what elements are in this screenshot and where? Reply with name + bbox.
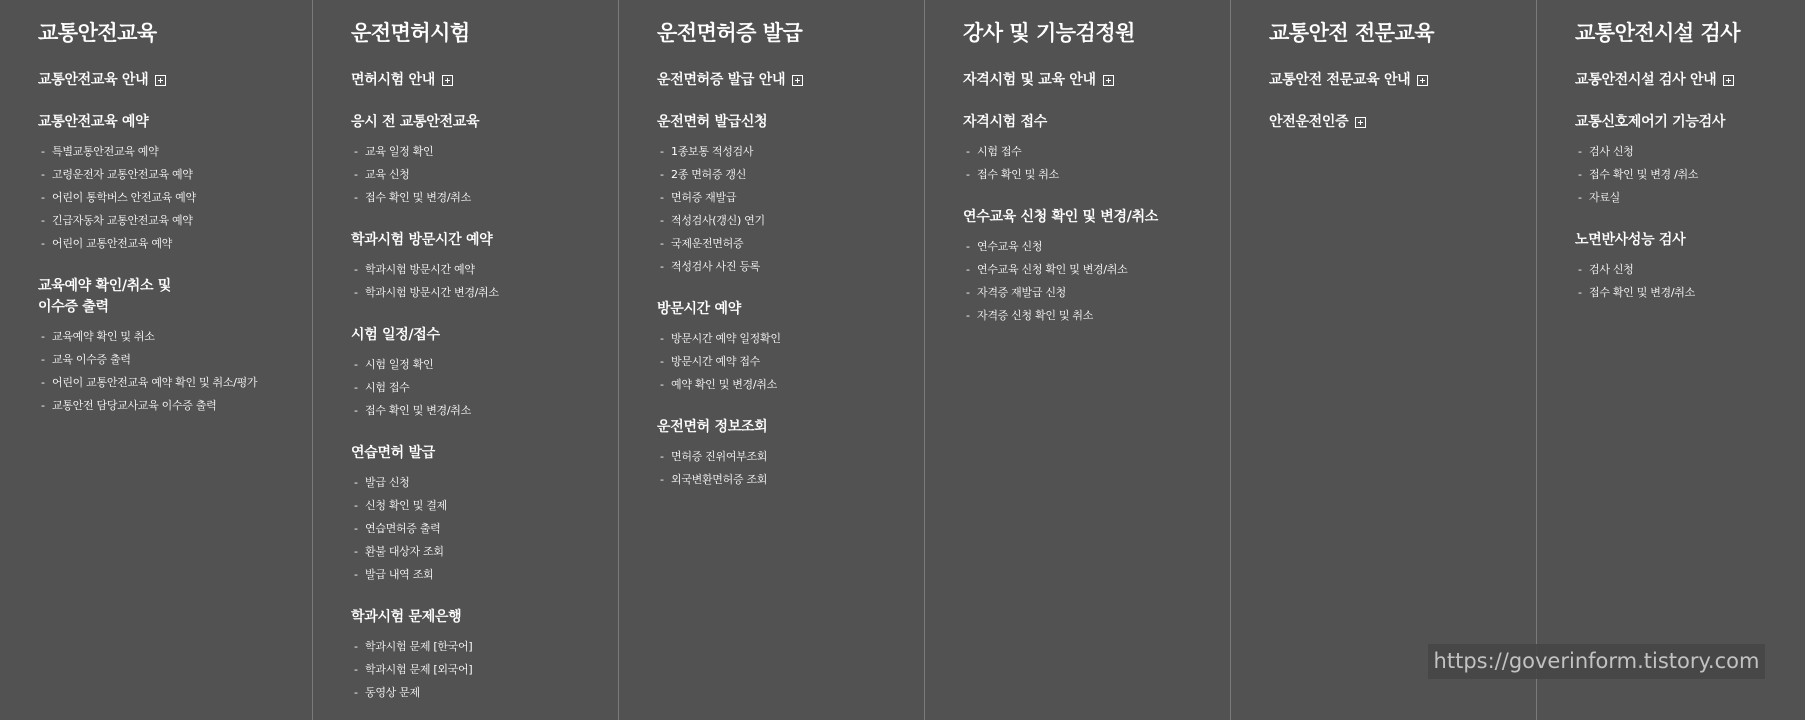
section-title-label: 연습면허 발급 — [351, 445, 435, 461]
plus-box-icon[interactable] — [792, 75, 803, 86]
section-title-label: 안전운전인증 — [1269, 114, 1349, 130]
menu-column — [619, 0, 925, 720]
menu-section — [351, 607, 598, 704]
submenu-link[interactable]: - 교육 이수증 출력 — [41, 348, 292, 371]
watermark: https://goverinform.tistory.com — [1428, 644, 1765, 679]
section-title-link[interactable] — [351, 70, 598, 91]
section-title-label: 방문시간 예약 — [657, 301, 741, 317]
column-title[interactable]: 교통안전 전문교육 — [1269, 21, 1435, 45]
section-title-label: 면허시험 안내 — [351, 72, 435, 88]
submenu-link[interactable]: - 시험 접수 — [354, 376, 598, 399]
section-title-label: 자격시험 및 교육 안내 — [963, 72, 1096, 88]
menu-column — [0, 0, 313, 720]
plus-box-icon[interactable] — [1723, 75, 1734, 86]
submenu-list — [351, 353, 598, 422]
section-title-link[interactable] — [1269, 112, 1516, 133]
submenu-list — [963, 140, 1210, 186]
section-title-link[interactable] — [351, 230, 598, 251]
submenu-link[interactable]: - 접수 확인 및 변경 /취소 — [1578, 163, 1785, 186]
submenu-list — [38, 140, 292, 255]
plus-box-icon[interactable] — [1103, 75, 1114, 86]
column-title[interactable]: 운전면허시험 — [351, 21, 470, 45]
column-title[interactable]: 교통안전시설 검사 — [1575, 21, 1741, 45]
section-title-link[interactable] — [657, 299, 904, 320]
menu-section — [1575, 70, 1785, 91]
menu-section — [963, 70, 1210, 91]
plus-box-icon[interactable] — [1417, 75, 1428, 86]
submenu-list — [1575, 140, 1785, 209]
menu-section — [657, 299, 904, 396]
submenu-link[interactable]: - 긴급자동차 교통안전교육 예약 — [41, 209, 292, 232]
submenu-list — [657, 445, 904, 491]
submenu-link[interactable]: - 자료실 — [1578, 186, 1785, 209]
section-title-label: 학과시험 문제은행 — [351, 609, 462, 625]
submenu-link[interactable]: - 교통안전 담당교사교육 이수증 출력 — [41, 394, 292, 417]
section-title-label: 노면반사성능 검사 — [1575, 232, 1686, 248]
column-title[interactable]: 운전면허증 발급 — [657, 21, 803, 45]
section-title-label: 응시 전 교통안전교육 — [351, 114, 480, 130]
plus-box-icon[interactable] — [1355, 117, 1366, 128]
submenu-list — [351, 140, 598, 209]
section-title-label: 교통안전 전문교육 안내 — [1269, 72, 1411, 88]
submenu-link[interactable]: - 교육 일정 확인 — [354, 140, 598, 163]
menu-column — [313, 0, 619, 720]
submenu-link[interactable]: - 예약 확인 및 변경/취소 — [660, 373, 904, 396]
menu-column — [1537, 0, 1805, 720]
submenu-link[interactable]: - 접수 확인 및 변경/취소 — [354, 186, 598, 209]
submenu-link[interactable]: - 연수교육 신청 확인 및 변경/취소 — [966, 258, 1210, 281]
menu-column — [925, 0, 1231, 720]
submenu-list — [351, 258, 598, 304]
section-title-link[interactable] — [38, 276, 292, 318]
section-title-label: 운전면허 정보조회 — [657, 419, 768, 435]
submenu-link[interactable]: - 환불 대상자 조회 — [354, 540, 598, 563]
section-title-link[interactable] — [1575, 70, 1785, 91]
submenu-link[interactable]: - 고령운전자 교통안전교육 예약 — [41, 163, 292, 186]
submenu-link[interactable]: - 발급 내역 조회 — [354, 563, 598, 586]
submenu-link[interactable]: - 교육예약 확인 및 취소 — [41, 325, 292, 348]
submenu-link[interactable]: - 시험 일정 확인 — [354, 353, 598, 376]
menu-section — [38, 112, 292, 255]
submenu-link[interactable]: - 연수교육 신청 — [966, 235, 1210, 258]
section-title-link[interactable] — [351, 112, 598, 133]
submenu-link[interactable]: - 국제운전면허증 — [660, 232, 904, 255]
submenu-link[interactable]: - 방문시간 예약 접수 — [660, 350, 904, 373]
section-title-link[interactable] — [963, 70, 1210, 91]
menu-section — [351, 325, 598, 422]
section-title-label: 교통신호제어기 기능검사 — [1575, 114, 1726, 130]
section-title-link[interactable] — [963, 207, 1210, 228]
menu-section — [963, 112, 1210, 186]
plus-box-icon[interactable] — [155, 75, 166, 86]
submenu-link[interactable]: - 자격증 재발급 신청 — [966, 281, 1210, 304]
submenu-link[interactable]: - 외국변환면허증 조회 — [660, 468, 904, 491]
submenu-link[interactable]: - 특별교통안전교육 예약 — [41, 140, 292, 163]
submenu-link[interactable]: - 방문시간 예약 일정확인 — [660, 327, 904, 350]
submenu-link[interactable]: - 학과시험 문제 [외국어] — [354, 658, 598, 681]
submenu-link[interactable]: - 학과시험 방문시간 변경/취소 — [354, 281, 598, 304]
submenu-link[interactable]: - 자격증 신청 확인 및 취소 — [966, 304, 1210, 327]
submenu-link[interactable]: - 접수 확인 및 변경/취소 — [1578, 281, 1785, 304]
submenu-list — [1575, 258, 1785, 304]
section-title-link[interactable] — [351, 325, 598, 346]
menu-section — [38, 276, 292, 417]
submenu-list — [351, 471, 598, 586]
submenu-link[interactable]: - 어린이 교통안전교육 예약 — [41, 232, 292, 255]
section-title-label: 교통안전시설 검사 안내 — [1575, 72, 1717, 88]
submenu-link[interactable]: - 검사 신청 — [1578, 140, 1785, 163]
submenu-link[interactable]: - 어린이 통학버스 안전교육 예약 — [41, 186, 292, 209]
section-title-label: 시험 일정/접수 — [351, 327, 440, 343]
submenu-link[interactable]: - 면허증 진위여부조회 — [660, 445, 904, 468]
submenu-link[interactable]: - 적성검사 사진 등록 — [660, 255, 904, 278]
submenu-link[interactable]: - 1종보통 적성검사 — [660, 140, 904, 163]
menu-column — [1231, 0, 1537, 720]
section-title-label: 교육예약 확인/취소 및 이수증 출력 — [38, 278, 171, 315]
submenu-link[interactable]: - 면허증 재발급 — [660, 186, 904, 209]
menu-section — [351, 230, 598, 304]
submenu-link[interactable]: - 학과시험 문제 [한국어] — [354, 635, 598, 658]
submenu-link[interactable]: - 시험 접수 — [966, 140, 1210, 163]
section-title-link[interactable] — [1269, 70, 1516, 91]
section-title-label: 학과시험 방문시간 예약 — [351, 232, 493, 248]
section-title-link[interactable] — [657, 417, 904, 438]
section-title-link[interactable] — [351, 607, 598, 628]
menu-section — [963, 207, 1210, 327]
section-title-link[interactable] — [1575, 230, 1785, 251]
submenu-link[interactable]: - 발급 신청 — [354, 471, 598, 494]
menu-section — [657, 70, 904, 91]
section-title-link[interactable] — [657, 70, 904, 91]
menu-section — [351, 70, 598, 91]
column-title[interactable]: 교통안전교육 — [38, 21, 157, 45]
menu-section — [1575, 230, 1785, 304]
submenu-link[interactable]: - 접수 확인 및 변경/취소 — [354, 399, 598, 422]
menu-section — [657, 417, 904, 491]
submenu-link[interactable]: - 신청 확인 및 결제 — [354, 494, 598, 517]
menu-section — [1575, 112, 1785, 209]
section-title-link[interactable] — [1575, 112, 1785, 133]
submenu-link[interactable]: - 연습면허증 출력 — [354, 517, 598, 540]
menu-section — [1269, 112, 1516, 133]
submenu-list — [351, 635, 598, 704]
submenu-link[interactable]: - 어린이 교통안전교육 예약 확인 및 취소/평가 — [41, 371, 292, 394]
submenu-link[interactable]: - 2종 면허증 갱신 — [660, 163, 904, 186]
submenu-list — [657, 327, 904, 396]
submenu-link[interactable]: - 학과시험 방문시간 예약 — [354, 258, 598, 281]
submenu-list — [38, 325, 292, 417]
section-title-link[interactable] — [351, 443, 598, 464]
section-title-label: 교통안전교육 예약 — [38, 114, 149, 130]
section-title-link[interactable] — [38, 70, 292, 91]
section-title-label: 운전면허증 발급 안내 — [657, 72, 786, 88]
submenu-link[interactable]: - 교육 신청 — [354, 163, 598, 186]
section-title-label: 운전면허 발급신청 — [657, 114, 768, 130]
submenu-link[interactable]: - 접수 확인 및 취소 — [966, 163, 1210, 186]
menu-section — [657, 112, 904, 278]
plus-box-icon[interactable] — [442, 75, 453, 86]
column-title[interactable]: 강사 및 기능검정원 — [963, 21, 1135, 45]
menu-section — [351, 112, 598, 209]
submenu-list — [963, 235, 1210, 327]
section-title-label: 연수교육 신청 확인 및 변경/취소 — [963, 209, 1159, 225]
section-title-link[interactable] — [657, 112, 904, 133]
section-title-label: 교통안전교육 안내 — [38, 72, 149, 88]
menu-section — [1269, 70, 1516, 91]
menu-section — [351, 443, 598, 586]
submenu-list — [657, 140, 904, 278]
section-title-link[interactable] — [38, 112, 292, 133]
menu-section — [38, 70, 292, 91]
section-title-label: 자격시험 접수 — [963, 114, 1047, 130]
submenu-link[interactable]: - 동영상 문제 — [354, 681, 598, 704]
submenu-link[interactable]: - 적성검사(갱신) 연기 — [660, 209, 904, 232]
submenu-link[interactable]: - 검사 신청 — [1578, 258, 1785, 281]
section-title-link[interactable] — [963, 112, 1210, 133]
